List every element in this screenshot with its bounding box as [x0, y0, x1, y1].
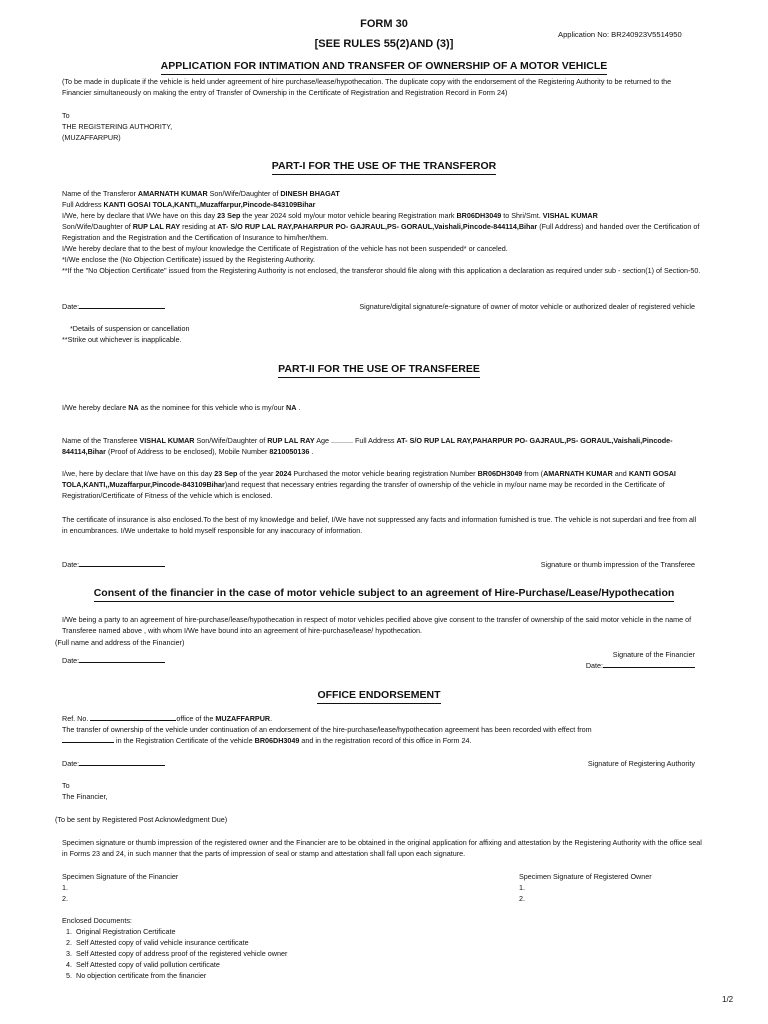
- date-blank: [79, 301, 165, 309]
- to-place: (MUZAFFARPUR): [62, 133, 121, 142]
- purchase-year: 2024: [275, 469, 292, 478]
- text: The transfer of ownership of the vehicle under continuation of an endorsement of the hire-purchase/lease/hypothecation agreement has been recorded with effect from: [62, 725, 592, 734]
- date-label: Date:: [62, 656, 80, 665]
- suspension-declaration: I/We hereby declare that to the best of my/our knowledge the Certificate of Registration of the vehicle has not been suspended* or canceled.: [62, 244, 508, 253]
- date-blank: [79, 655, 165, 663]
- text: and: [612, 469, 629, 478]
- nominee-relation: NA: [286, 403, 297, 412]
- noc-line: *I/We enclose the (No Objection Certificate) issued by the Registering Authority.: [62, 255, 316, 264]
- page-number: 1/2: [722, 995, 734, 1004]
- text: Son/Wife/Daughter of: [194, 436, 268, 445]
- transferor-address-line: [62, 199, 702, 210]
- transferor-name: AMARNATH KUMAR: [137, 189, 208, 198]
- text: Name of the Transferee: [62, 436, 140, 445]
- footnote-strike-out: **Strike out whichever is inapplicable.: [62, 335, 182, 344]
- noc-note: **If the "No Objection Certificate" issued from the Registering Authority is not enclosed, the transferor should file along with this application a declaration as required under sub - section(1) of Section-50.: [62, 266, 701, 275]
- list-item: 1. Original Registration Certificate: [74, 926, 287, 937]
- list-item: 5. No objection certificate from the financier: [74, 970, 287, 981]
- sale-day: 23 Sep: [217, 211, 241, 220]
- financier-specimen-2: 2.: [62, 894, 68, 903]
- text: I/we, here by declare that I/we have on this day: [62, 469, 215, 478]
- part1-title-wrap: [0, 156, 768, 175]
- part2-title-wrap: [0, 359, 758, 378]
- registration-number: BR06DH3049: [477, 469, 523, 478]
- text: .: [296, 403, 301, 412]
- nominee: NA: [128, 403, 139, 412]
- office-transfer-text: [62, 724, 702, 746]
- owner-specimen-block: [519, 871, 652, 904]
- text: Name of the Transferor: [62, 189, 138, 198]
- transferee-father: RUP LAL RAY: [132, 222, 181, 231]
- office-name: MUZAFFARPUR: [215, 714, 271, 723]
- transferee-signature: Signature or thumb impression of the Transferee: [540, 560, 695, 569]
- financier-specimen-1: 1.: [62, 883, 68, 892]
- financier-signature: Signature of the Financier: [612, 650, 695, 659]
- ref-blank: [90, 713, 176, 721]
- office-endorsement-title: OFFICE ENDORSEMENT: [317, 689, 440, 704]
- purchase-declaration: [62, 468, 702, 501]
- office-ref-line: [62, 713, 702, 724]
- transferor-address: KANTI GOSAI TOLA,KANTI,,Muzaffarpur,Pincode-843109Bihar: [103, 200, 316, 209]
- text: Son/Wife/Daughter of: [62, 222, 133, 231]
- form-title: FORM 30: [360, 18, 408, 30]
- text: Full Address: [62, 200, 104, 209]
- application-number: Application No: BR240923V5514950: [558, 30, 682, 39]
- transferee-name: VISHAL KUMAR: [139, 436, 195, 445]
- office-date: [62, 758, 165, 769]
- to-label: To: [62, 111, 70, 120]
- financier-specimen-title: Specimen Signature of the Financier: [62, 872, 179, 881]
- text: .: [309, 447, 314, 456]
- text: from (: [522, 469, 544, 478]
- part1-signature: Signature/digital signature/e-signature of owner of motor vehicle or authorized dealer of registered vehicle: [359, 302, 695, 311]
- part2-date: [62, 559, 165, 570]
- main-title-wrap: [0, 56, 768, 75]
- part1-date: [62, 301, 165, 312]
- financier-name-label: (Full name and address of the Financier): [55, 638, 185, 647]
- to-block: [62, 110, 172, 143]
- text: (Full Address) and handed over the Certification of Registration and the Registration and the Certification of Insurance to him/her/them.: [62, 222, 700, 242]
- part2-title: PART-II FOR THE USE OF TRANSFEREE: [278, 363, 480, 378]
- to-authority: THE REGISTERING AUTHORITY,: [62, 122, 173, 131]
- text: Age ........... Full Address: [314, 436, 397, 445]
- owner-specimen-2: 2.: [519, 894, 525, 903]
- text: residing at: [180, 222, 218, 231]
- specimen-text: Specimen signature or thumb impression of the registered owner and the Financier are to be obtained in the original application for affixing and attestation by the Registering Authority with the office seal in Forms 23 and 24, in such manner that the parts of impression of seal or stamp and attestation shall fall upon each signature.: [62, 838, 702, 858]
- seller-address: KANTI GOSAI TOLA,KANTI,,Muzaffarpur,Pincode-843109Bihar: [62, 469, 676, 489]
- consent-date: [62, 655, 165, 666]
- financier-address-block: [62, 780, 108, 802]
- transferee-address: AT- S/O RUP LAL RAY,PAHARPUR PO- GAJRAUL,PS- GORAUL,Vaishali,Pincode-844114,Bihar: [217, 222, 538, 231]
- main-title: APPLICATION FOR INTIMATION AND TRANSFER OF OWNERSHIP OF A MOTOR VEHICLE: [161, 60, 608, 75]
- date-blank: [603, 660, 695, 668]
- list-item: 2. Self Attested copy of valid vehicle insurance certificate: [74, 937, 287, 948]
- transferor-name-line: [62, 188, 702, 199]
- registration-mark: BR06DH3049: [456, 211, 502, 220]
- date-label: Date:: [585, 661, 603, 670]
- text: Ref. No.: [62, 714, 91, 723]
- authority-signature: Signature of Registering Authority: [587, 759, 695, 768]
- financier-label: The Financier,: [62, 792, 108, 801]
- text: as the nominee for this vehicle who is my/our: [138, 403, 286, 412]
- transferee-address: AT- S/O RUP LAL RAY,PAHARPUR PO- GAJRAUL,PS- GORAUL,Vaishali,Pincode-844114,Bihar: [62, 436, 673, 456]
- text: .: [270, 714, 273, 723]
- enclosed-title: Enclosed Documents:: [62, 916, 132, 925]
- transferee-details: [62, 435, 702, 457]
- effect-date-blank: [62, 735, 114, 743]
- date-label: Date:: [62, 759, 80, 768]
- list-item: 4. Self Attested copy of valid pollution certificate: [74, 959, 287, 970]
- financier-specimen-block: [62, 871, 178, 904]
- enclosed-documents: [62, 915, 287, 981]
- part1-body: [62, 188, 702, 276]
- consent-title: Consent of the financier in the case of motor vehicle subject to an agreement of Hire-Purchase/Lease/Hypothecation: [94, 587, 675, 602]
- registration-number: BR06DH3049: [254, 736, 300, 745]
- part1-title: PART-I FOR THE USE OF THE TRANSFEROR: [272, 160, 496, 175]
- transferor-father: DINESH BHAGAT: [280, 189, 340, 198]
- transferee-name: VISHAL KUMAR: [542, 211, 598, 220]
- transferee-father: RUP LAL RAY: [267, 436, 315, 445]
- text: in the Registration Certificate of the vehicle: [114, 736, 255, 745]
- date-label: Date:: [62, 302, 80, 311]
- consent-text: I/We being a party to an agreement of hire-purchase/lease/hypothecation in respect of motor vehicles pecified above give consent to the transfer of ownership of the said motor vehicle in the name of Transferee named above , with whom I/We have bound into an agreement of hire-purchase/lease/ hypothecation.: [62, 615, 692, 635]
- text: I/We hereby declare: [62, 403, 129, 412]
- text: )and request that necessary entries regarding the transfer of ownership of the vehicle in my/our name may be recorded in the Certificate of Registration/Certificate of Fitness of the vehicle which is enclosed.: [62, 480, 665, 500]
- documents-list: [62, 926, 287, 981]
- text: Son/Wife/Daughter of: [207, 189, 281, 198]
- intro-note: (To be made in duplicate if the vehicle is held under agreement of hire purchase/lease/hypothecation. The duplicate copy with the endorsement of the Registering Authority to be returned to the Financier simultaneously on making the entry of Transfer of Ownership in the Certificate of Registration and Registration Record in Form 24): [62, 77, 672, 97]
- owner-specimen-title: Specimen Signature of Registered Owner: [519, 872, 652, 881]
- text: office of the: [176, 714, 216, 723]
- text: and in the registration record of this office in Form 24.: [299, 736, 472, 745]
- date-label: Date:: [62, 560, 80, 569]
- text: of the year: [237, 469, 276, 478]
- sale-declaration: [62, 210, 702, 243]
- post-note: (To be sent by Registered Post Acknowledgment Due): [55, 815, 228, 824]
- text: the year 2024 sold my/our motor vehicle bearing Registration mark: [240, 211, 457, 220]
- office-title-wrap: [0, 685, 758, 704]
- financier-date: [586, 660, 695, 671]
- text: I/We, here by declare that I/We have on this day: [62, 211, 218, 220]
- date-blank: [79, 559, 165, 567]
- seller-name: AMARNATH KUMAR: [543, 469, 613, 478]
- list-item: 3. Self Attested copy of address proof of the registered vehicle owner: [74, 948, 287, 959]
- mobile-number: 8210050136: [269, 447, 310, 456]
- text: Purchased the motor vehicle bearing registration Number: [291, 469, 478, 478]
- text: to Shri/Smt.: [501, 211, 543, 220]
- text: (Proof of Address to be enclosed), Mobile Number: [105, 447, 270, 456]
- nominee-line: [62, 402, 702, 413]
- purchase-day: 23 Sep: [214, 469, 238, 478]
- date-blank: [79, 758, 165, 766]
- owner-specimen-1: 1.: [519, 883, 525, 892]
- footnote-suspension: *Details of suspension or cancellation: [70, 324, 190, 333]
- rules-reference: [SEE RULES 55(2)AND (3)]: [314, 38, 454, 50]
- insurance-declaration: The certificate of insurance is also enclosed.To the best of my knowledge and belief, I/We have not suppressed any facts and information furnished is true. The vehicle is not superdari and free from all in encumbrances. I/We undertake to hold myself responsible for any inaccuracy of information.: [62, 515, 697, 535]
- consent-title-wrap: [0, 583, 768, 602]
- to-label: To: [62, 781, 70, 790]
